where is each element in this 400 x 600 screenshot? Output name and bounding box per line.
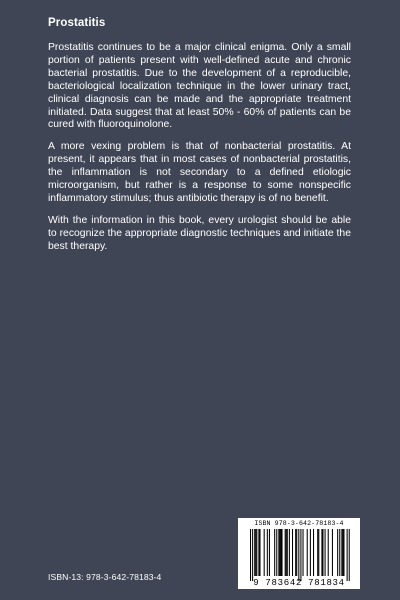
barcode-bar (317, 529, 318, 576)
barcode-bar (258, 529, 259, 576)
blurb (48, 42, 351, 263)
blurb-paragraph-2: A more vexing problem is that of nonbacterial prostatitis. At present, it appears that in most cases of nonbacterial prostatitis, the inflammation is not secondary to a defined etiologic microorganism, but rather is a response to some nonspecific inflammatory stimulus; thus antibiotic therapy is of no benefit. (48, 141, 351, 204)
barcode-bar (296, 529, 297, 576)
barcode-bar (332, 529, 333, 576)
barcode-bar (254, 529, 255, 576)
barcode-bar (264, 529, 265, 576)
barcode-bar (250, 529, 251, 581)
barcode-bar (300, 529, 301, 581)
book-title: Prostatitis (48, 17, 106, 29)
barcode-bar (341, 529, 342, 576)
barcode-bar (347, 529, 348, 581)
barcode-bar (285, 529, 286, 576)
barcode-bar (286, 529, 287, 576)
barcode-bar (274, 529, 275, 576)
barcode-bar (318, 529, 319, 576)
barcode-bar (349, 529, 350, 581)
barcode-bar (303, 529, 304, 576)
barcode-bar (255, 529, 256, 576)
barcode-bar (310, 529, 311, 576)
barcode-bar (252, 529, 253, 581)
blurb-paragraph-3: With the information in this book, every urologist should be able to recognize the appropriate diagnostic techniques and initiate the best therapy. (48, 214, 351, 252)
barcode-bar (295, 529, 296, 576)
barcode-bar (279, 529, 280, 576)
barcode-bar (322, 529, 323, 576)
barcode-bar (313, 529, 314, 576)
barcode-bar (298, 529, 299, 581)
barcode-bar (278, 529, 279, 576)
barcode-bar (280, 529, 281, 576)
barcode-bar (337, 529, 338, 576)
barcode (238, 518, 360, 589)
barcode-bar (342, 529, 343, 576)
barcode-bar (328, 529, 329, 576)
blurb-paragraph-1: Prostatitis continues to be a major clinical enigma. Only a small portion of patients present with well-defined acute and chronic bacterial prostatitis. Due to the development of a reproducible, bacteriological localization technique in the lower urinary tract, clinical diagnosis can be made and the appropriate treatment initiated. Data suggest that at least 50% - 60% of patients can be cured with fluoroquinolone. (48, 42, 351, 131)
barcode-bar (321, 529, 322, 576)
barcode-bar (259, 529, 260, 576)
barcode-bar (276, 529, 277, 576)
barcode-bar (292, 529, 293, 576)
barcode-bar (289, 529, 290, 576)
barcode-bar (307, 529, 308, 576)
barcode-bar (267, 529, 268, 576)
barcode-bar (256, 529, 257, 576)
barcode-bar (287, 529, 288, 576)
barcode-digits: 9 783642 781834 (253, 578, 345, 588)
barcode-bar (325, 529, 326, 576)
barcode-bar (282, 529, 283, 576)
barcode-bar (339, 529, 340, 576)
isbn-13-label: ISBN-13: 978-3-642-78183-4 (48, 572, 162, 582)
barcode-bar (343, 529, 344, 576)
barcode-isbn-label: ISBN 978-3-642-78183-4 (254, 520, 344, 527)
barcode-bar (269, 529, 270, 576)
